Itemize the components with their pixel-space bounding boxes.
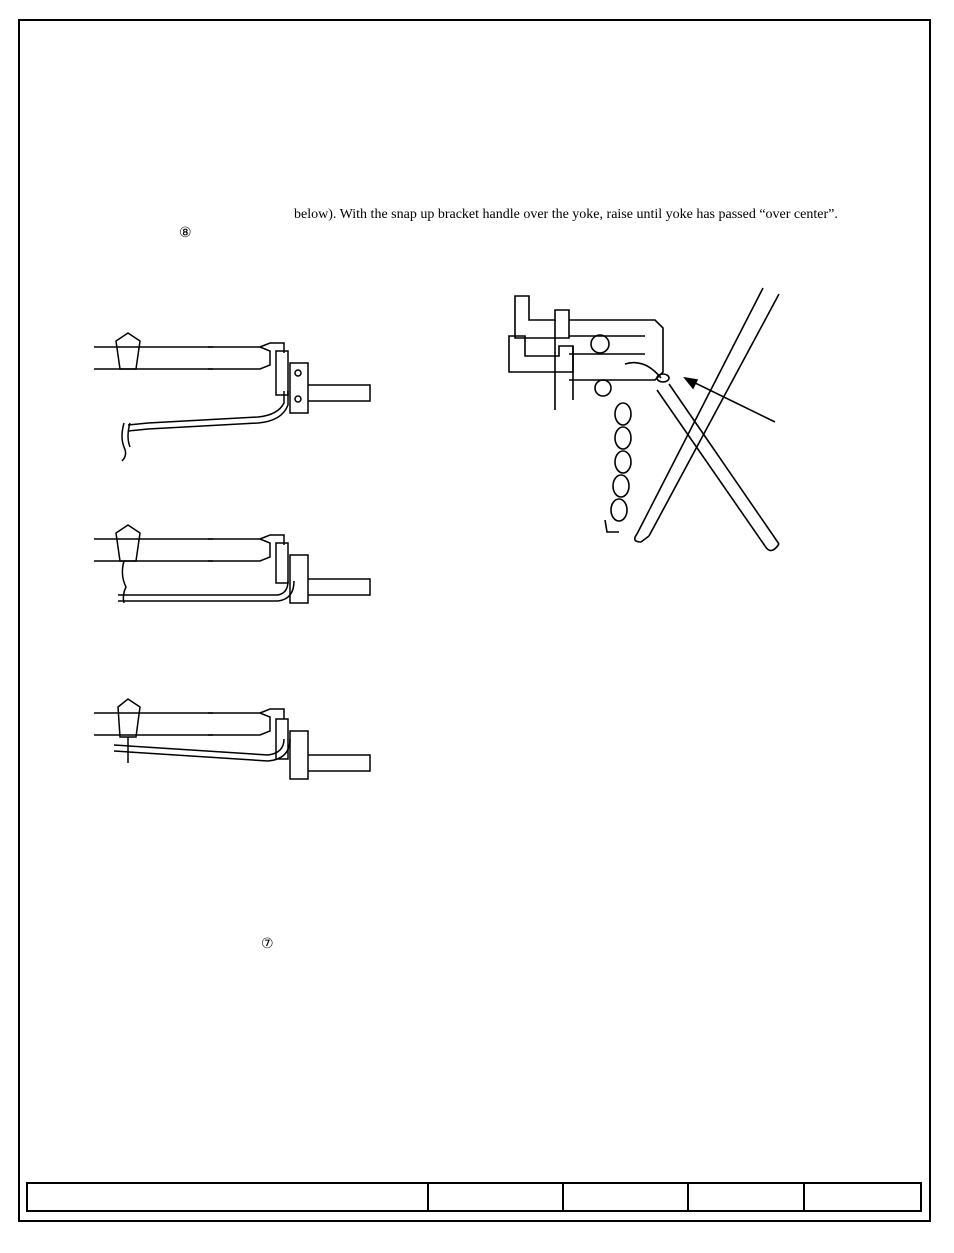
footer-cell-5	[805, 1184, 920, 1210]
page-frame	[18, 19, 931, 1222]
snap-up-bracket-illustration	[495, 280, 805, 570]
footer-cell-3	[564, 1184, 689, 1210]
step-marker-8: ⑧	[179, 225, 192, 241]
hitch-diagram-chain-hooked	[88, 515, 388, 615]
footer-table	[26, 1182, 922, 1212]
hitch-diagram-chain-loose	[88, 325, 388, 465]
footer-cell-4	[689, 1184, 805, 1210]
footer-cell-1	[28, 1184, 429, 1210]
step-marker-7: ⑦	[261, 936, 274, 952]
hitch-diagram-bar-raised	[88, 697, 388, 787]
footer-cell-2	[429, 1184, 564, 1210]
instruction-text: below). With the snap up bracket handle over the yoke, raise until yoke has passed “over center”.	[294, 207, 838, 222]
